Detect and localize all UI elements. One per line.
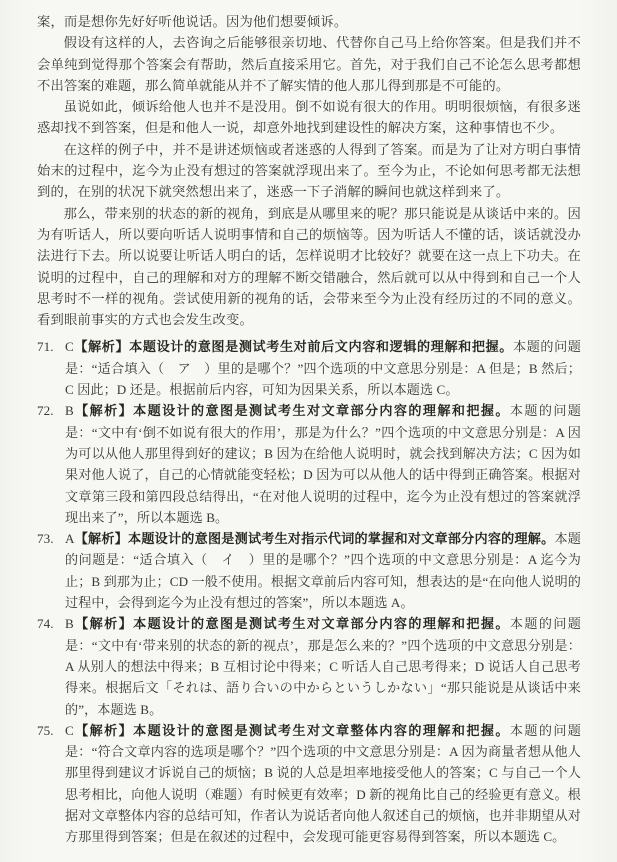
- question-item-74: [37, 613, 581, 719]
- question-number: 72.: [37, 403, 54, 419]
- answer-explanations-list: [37, 336, 581, 847]
- analysis-heading: 【解析】本题设计的意图是测试考生对指示代词的掌握和对文章部分内容的理解。: [74, 531, 555, 547]
- analysis-heading: 【解析】本题设计的意图是测试考生对前后文内容和逻辑的理解和把握。: [73, 339, 513, 355]
- question-item-71: [37, 336, 581, 400]
- answer-letter: B: [65, 403, 74, 419]
- question-number: 74.: [37, 616, 54, 632]
- passage-paragraph: 那么，带来别的状态的新的视角，到底是从哪里来的呢？那只能说是从谈话中来的。因为有听话人，所以要向听话人说明事情和自己的烦恼等。因为听话人不懂的话，谈话就没办法进行下去。所以说要让听话人明白的话，怎样说明才比较好？就要在这一点上下功夫。在说明的过程中，自己的理解和对方的理解不断交错融合，然后就可以从中得到和自己一个人思考时不一样的视角。尝试使用新的视角的话，会带来至今为止没有经历过的不同的意义。看到眼前事实的方式也会发生改变。: [37, 205, 581, 328]
- question-item-73: [37, 528, 581, 613]
- question-explanation: [65, 613, 581, 719]
- analysis-heading: 【解析】本题设计的意图是测试考生对文章整体内容的理解和把握。: [73, 722, 510, 738]
- answer-letter: A: [65, 531, 75, 547]
- passage-paragraph: 在这样的例子中，并不是讲述烦恼或者迷惑的人得到了答案。而是为了让对方明白事情始末的过程中，迄今为止没有想过的答案就浮现出来了。至今为止，不论如何思考都无法想到的，在别的状况下就突然想出来了，迷惑一下子消解的瞬间也就这样到来了。: [37, 141, 581, 200]
- answer-letter: C: [65, 722, 74, 738]
- explanation-text: 本题的问题是：“文中有‘带来别的状态的新的视点’，那是怎么来的？”四个选项的中文意思分别是：A 从别人的想法中得来；B 互相讨论中得来；C 听话人自己思考得来；D 说话人自己思考得来。根据后文「それは、語り合いの中からというしかない」“那只能说是从谈话中来的”，本题选 B。: [65, 616, 581, 717]
- explanation-text: 本题的问题是：“文中有‘倒不如说有很大的作用’，那是为什么？”四个选项的中文意思分别是：A 因为可以从他人那里得到好的建议；B 因为在给他人说明时，就会找到解决方法；C 因为如果对他人说了，自己的心情就能变轻松；D 因为可以从他人的话中得到正确答案。根据对文章第三段和第四段总结得出，“在对他人说明的过程中，迄今为止没有想过的答案就浮现出来了”，所以本题选 B。: [65, 403, 581, 525]
- explanation-text: 本题的问题是：“适合填入（ ア ）里的是哪个？”四个选项的中文意思分别是：A 但是；B 然后；C 因此；D 还是。根据前后内容，可知为因果关系，所以本题选 C。: [65, 339, 582, 398]
- question-explanation: [65, 336, 581, 400]
- analysis-heading: 【解析】本题设计的意图是测试考生对文章部分内容的理解和把握。: [73, 616, 510, 632]
- explanation-text: 本题的问题是：“适合填入（ イ ）里的是哪个？”四个选项的中文意思分别是：A 迄今为止；B 到那为止；CD 一般不使用。根据文章前后内容可知，想表达的是“在向他人说明的过程中，会得到迄今为止没有想过的答案”，所以本题选 A。: [65, 531, 581, 611]
- passage-paragraph: 虽说如此，倾诉给他人也并不是没用。倒不如说有很大的作用。明明很烦恼，有很多迷惑却找不到答案，但是和他人一说，却意外地找到建设性的解决方案，这种事情也不少。: [37, 99, 581, 136]
- answer-letter: B: [65, 616, 74, 632]
- question-explanation: [65, 720, 581, 848]
- explanation-text: 本题的问题是：“符合文章内容的选项是哪个？”四个选项的中文意思分别是：A 因为商量者想从他人那里得到建议才诉说自己的烦恼；B 说的人总是坦率地接受他人的答案；C 与自己一个人思考相比，向他人说明（难题）有时候更有效率；D 新的视角比自己的经验更有意义。根据对文章整体内容的总结可知，作者认为说话者向他人叙述自己的烦恼，也并非期望从对方那里得到答案；但是在叙述的过程中，会发现可能更容易得到答案，所以本题选 C。: [65, 722, 581, 845]
- question-number: 75.: [37, 722, 54, 738]
- answer-letter: C: [65, 339, 74, 355]
- question-item-75: [37, 720, 581, 848]
- passage-paragraph: 假设有这样的人，去咨询之后能够很亲切地、代替你自己马上给你答案。但是我们并不会单纯到觉得那个答案会有帮助，然后直接采用它。首先，对于我们自己不论怎么思考都想不出答案的难题，那么简单就能从并不了解实情的他人那儿得到那是不可能的。: [37, 35, 581, 93]
- question-explanation: [65, 400, 581, 528]
- question-item-72: [37, 400, 581, 528]
- question-number: 73.: [37, 531, 54, 547]
- passage-paragraph: 案，而是想你先好好听他说话。因为他们想要倾诉。: [37, 14, 348, 29]
- question-explanation: [65, 528, 581, 613]
- analysis-heading: 【解析】本题设计的意图是测试考生对文章部分内容的理解和把握。: [73, 403, 510, 419]
- reading-passage-translation: [37, 11, 581, 330]
- question-number: 71.: [37, 339, 54, 355]
